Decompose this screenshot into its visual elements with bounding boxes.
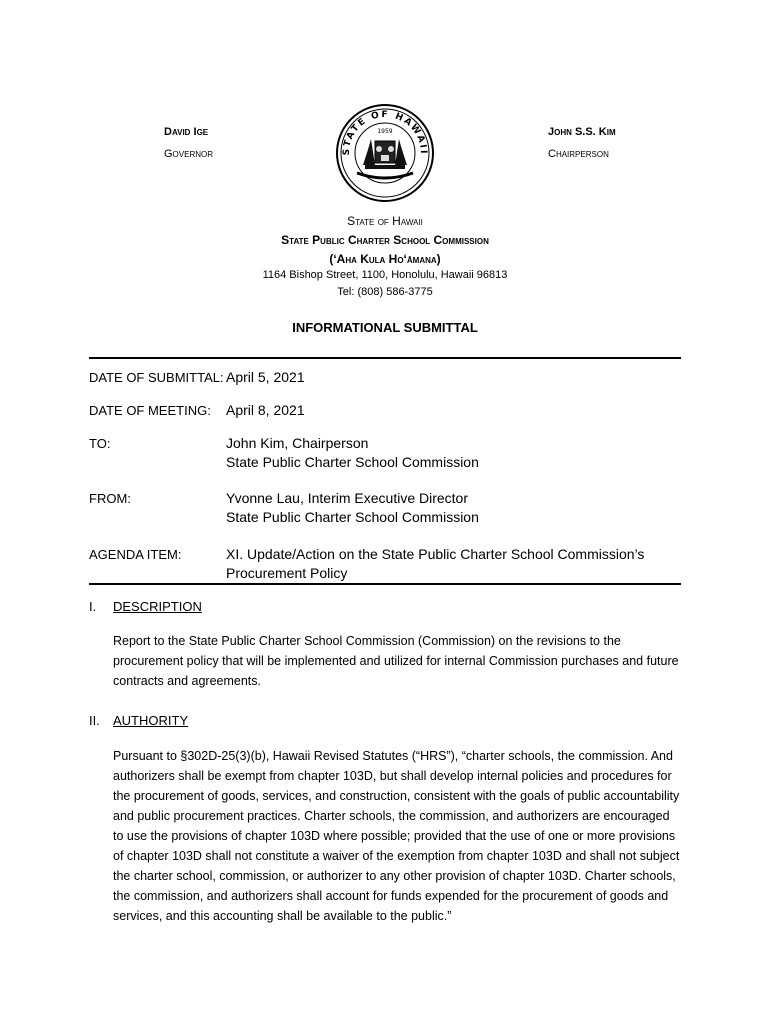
agenda-line-2: Procurement Policy bbox=[226, 565, 348, 581]
to-label: TO: bbox=[89, 436, 111, 451]
date-submittal-value: April 5, 2021 bbox=[226, 369, 305, 385]
address: 1164 Bishop Street, 1100, Honolulu, Hawaii 96813 bbox=[262, 269, 508, 281]
governor-title: Governor bbox=[164, 148, 214, 160]
commission-name: State Public Charter School Commission bbox=[281, 233, 489, 247]
description-number: I. bbox=[89, 599, 97, 614]
description-text: Report to the State Public Charter School Commission (Commission) on the revisions to the procurement policy that will be implemented and utilized for internal Commission purchases and future contracts and agreements. bbox=[113, 634, 679, 688]
seal-year: 1959 bbox=[377, 128, 393, 135]
to-line-1: John Kim, Chairperson bbox=[226, 435, 369, 451]
from-line-1: Yvonne Lau, Interim Executive Director bbox=[226, 490, 469, 506]
authority-number: II. bbox=[89, 713, 100, 728]
seal-text: STATE OF HAWAII bbox=[341, 109, 429, 156]
governor-block bbox=[164, 121, 213, 165]
bottom-divider bbox=[89, 583, 681, 585]
from-line-2: State Public Charter School Commission bbox=[226, 509, 479, 525]
telephone: Tel: (808) 586-3775 bbox=[337, 286, 433, 298]
top-divider bbox=[89, 357, 681, 359]
hawaiian-name: (ʻAha Kula Hoʻāmana) bbox=[329, 252, 441, 266]
authority-heading: AUTHORITY bbox=[113, 713, 189, 728]
page-title: INFORMATIONAL SUBMITTAL bbox=[292, 320, 478, 335]
chair-block bbox=[548, 121, 616, 165]
chair-name: John S.S. Kim bbox=[548, 126, 616, 138]
state-seal-icon bbox=[335, 103, 435, 203]
agenda-label: AGENDA ITEM: bbox=[89, 547, 182, 562]
state-name: State of Hawaii bbox=[347, 214, 423, 228]
chair-title: Chairperson bbox=[548, 148, 609, 160]
date-submittal-label: DATE OF SUBMITTAL: bbox=[89, 370, 224, 385]
date-meeting-label: DATE OF MEETING: bbox=[89, 403, 211, 418]
from-label: FROM: bbox=[89, 491, 131, 506]
description-heading: DESCRIPTION bbox=[113, 599, 202, 614]
authority-text: Pursuant to §302D-25(3)(b), Hawaii Revised Statutes (“HRS”), “charter schools, the commission. And authorizers shall be exempt from chapter 103D, but shall develop internal policies and procedures for the procurement of goods, services, and construction, consistent with the goals of public accountability and public procurement practices. Charter schools, the commission, and authorizers are encouraged to use the provisions of chapter 103D where possible; provided that the use of one or more provisions of chapter 103D shall not constitute a waiver of the exemption from chapter 103D and shall not subject the charter school, commission, or authorizer to any other provision of chapter 103D. Charter schools, the commission, and authorizers shall account for funds expended for the procurement of goods and services, and this accounting shall be available to the public.” bbox=[113, 749, 680, 923]
governor-name: David Ige bbox=[164, 126, 209, 138]
date-meeting-value: April 8, 2021 bbox=[226, 402, 305, 418]
to-line-2: State Public Charter School Commission bbox=[226, 454, 479, 470]
agenda-line-1: XI. Update/Action on the State Public Charter School Commission’s bbox=[226, 546, 645, 562]
